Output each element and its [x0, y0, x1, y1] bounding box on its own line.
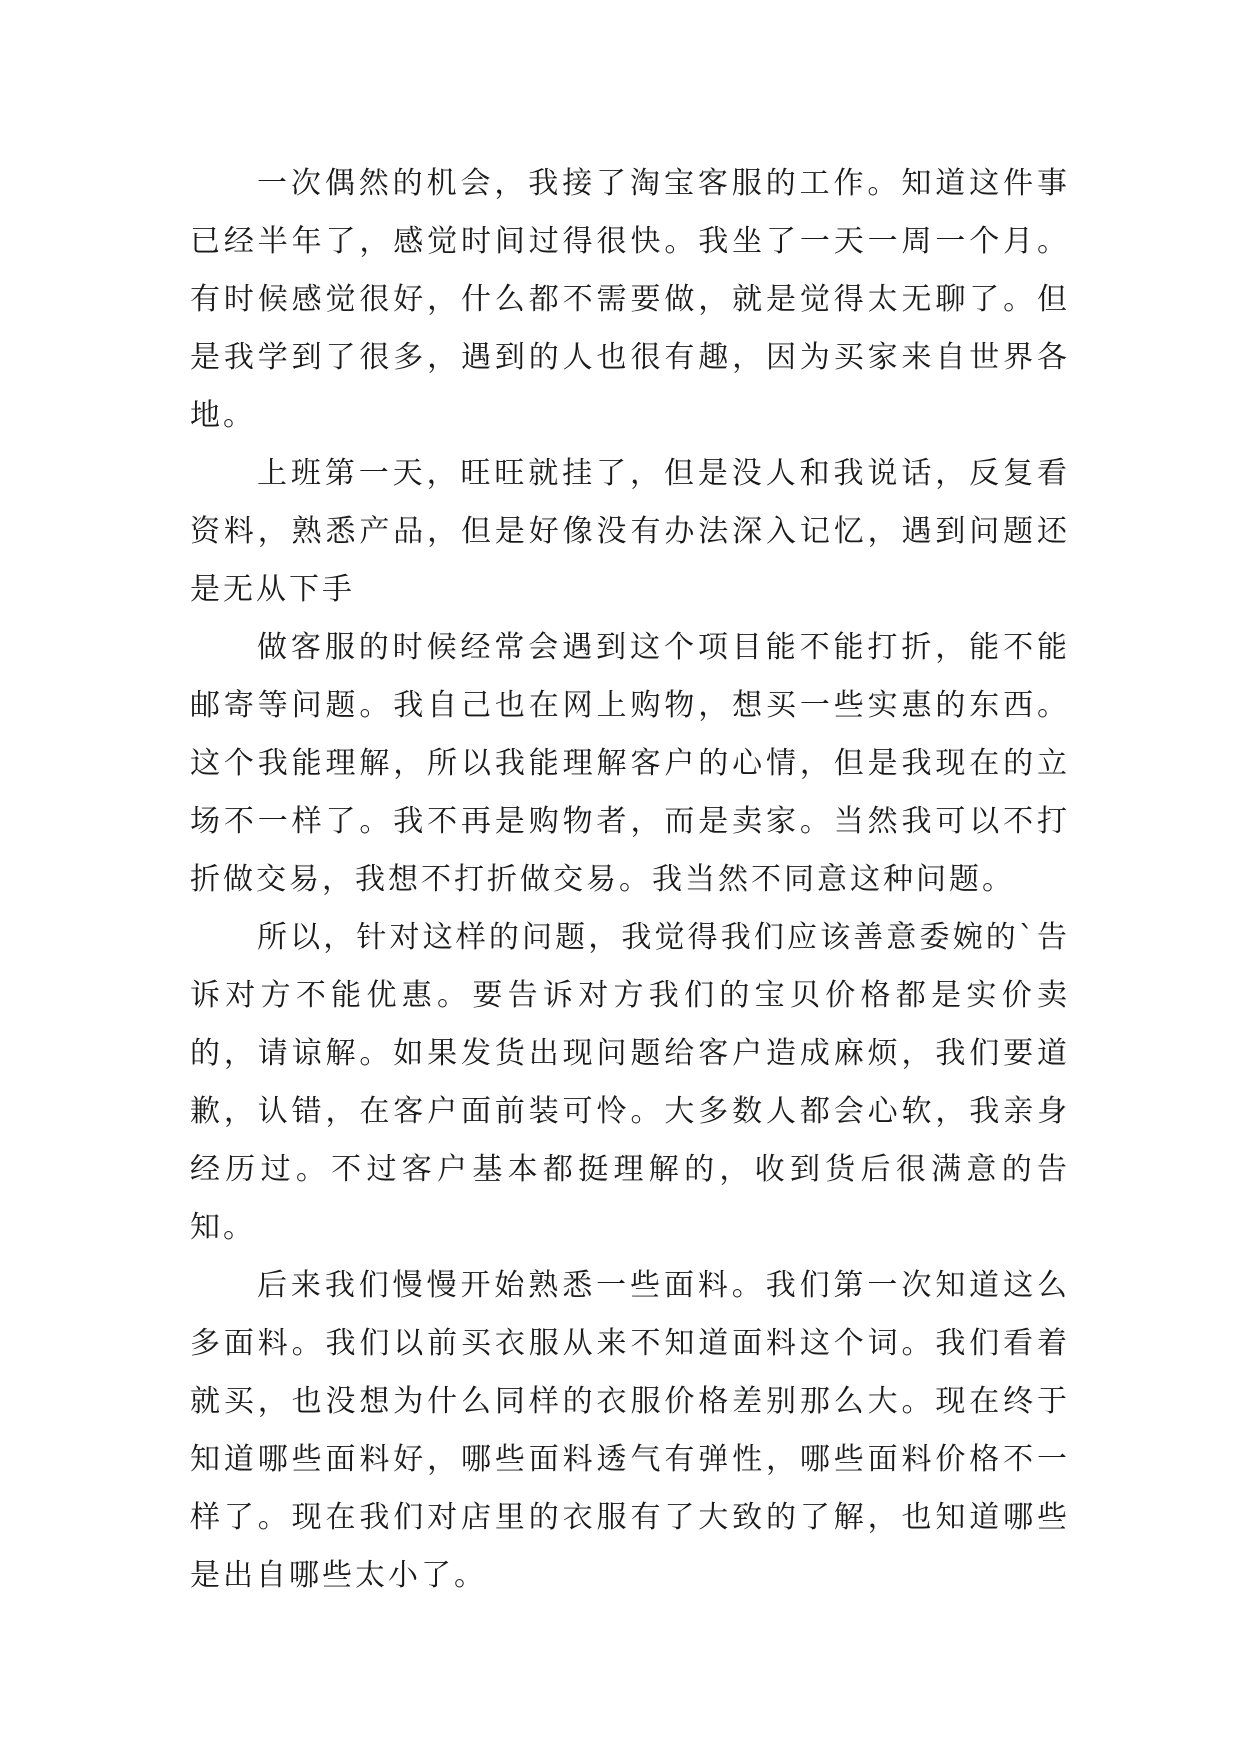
paragraph-3: 做客服的时候经常会遇到这个项目能不能打折，能不能邮寄等问题。我自己也在网上购物，想买一些实惠的东西。这个我能理解，所以我能理解客户的心情，但是我现在的立场不一样了。我不再是购物者，而是卖家。当然我可以不打折做交易，我想不打折做交易。我当然不同意这种问题。	[190, 630, 1070, 897]
paragraph-4: 所以，针对这样的问题，我觉得我们应该善意委婉的`告诉对方不能优惠。要告诉对方我们的宝贝价格都是实价卖的，请谅解。如果发货出现问题给客户造成麻烦，我们要道歉，认错，在客户面前装可怜。大多数人都会心软，我亲身经历过。不过客户基本都挺理解的，收到货后很满意的告知。	[190, 920, 1070, 1245]
paragraph-2: 上班第一天，旺旺就挂了，但是没人和我说话，反复看资料，熟悉产品，但是好像没有办法深入记忆，遇到问题还是无从下手	[190, 456, 1070, 607]
document-body	[190, 155, 1070, 1605]
paragraph-5: 后来我们慢慢开始熟悉一些面料。我们第一次知道这么多面料。我们以前买衣服从来不知道面料这个词。我们看着就买，也没想为什么同样的衣服价格差别那么大。现在终于知道哪些面料好，哪些面料透气有弹性，哪些面料价格不一样了。现在我们对店里的衣服有了大致的了解，也知道哪些是出自哪些太小了。	[190, 1268, 1070, 1593]
paragraph-1: 一次偶然的机会，我接了淘宝客服的工作。知道这件事已经半年了，感觉时间过得很快。我坐了一天一周一个月。有时候感觉很好，什么都不需要做，就是觉得太无聊了。但是我学到了很多，遇到的人也很有趣，因为买家来自世界各地。	[190, 166, 1070, 433]
